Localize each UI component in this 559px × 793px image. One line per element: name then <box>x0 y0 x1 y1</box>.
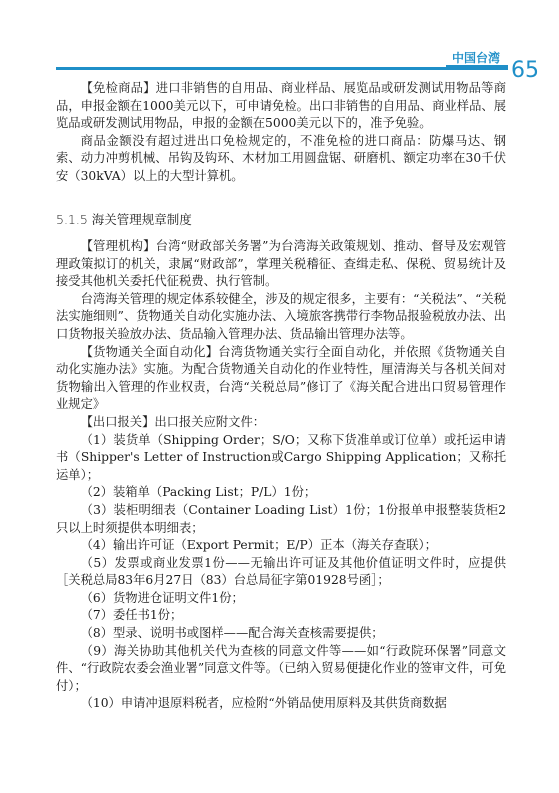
header-rule-accent <box>446 65 508 70</box>
running-header-label: 中国台湾 <box>452 51 501 65</box>
list-item: （10）申请冲退原料税者，应检附“外销品使用原料及其供货商数据 <box>80 696 447 711</box>
list-item: （4）输出许可证（Export Permit；E/P）正本（海关存查联）； <box>80 538 437 553</box>
paragraph: 【出口报关】出口报关应附文件： <box>80 414 266 429</box>
list-item: （8）型录、说明书或图样——配合海关查核需要提供； <box>80 626 384 641</box>
page-number: 65 <box>511 58 539 83</box>
paragraph: 商品金额没有超过进出口免检规定的，不准免检的进口商品：防爆马达、钢索、动力冲剪机械、吊钩及钩环、木材加工用圆盘锯、研磨机、额定功率在30千伏安（30kVA）以上的大型计算机。 <box>56 133 506 183</box>
list-item: （1）装货单（Shipping Order；S/O；又称下货准单或订位单）或托运申请书（Shipper's Letter of Instruction或Cargo Shipping Application；又称托运单）； <box>56 432 506 482</box>
section-heading: 5.1.5 海关管理规章制度 <box>56 212 192 227</box>
list-item: （7）委任书1份； <box>80 608 183 623</box>
list-item: （5）发票或商业发票1份——无输出许可证及其他价值证明文件时，应提供［关税总局83年6月27日（83）台总局征字第01928号函］； <box>56 555 506 588</box>
paragraph: 【免检商品】进口非销售的自用品、商业样品、展览品或研发测试用物品等商品，申报金额在1000美元以下，可申请免检。出口非销售的自用品、商业样品、展览品或研发测试用物品，申报的金额在5000美元以下的，准予免验。 <box>56 81 506 131</box>
header-rule <box>56 67 506 70</box>
body-block-exemptions <box>56 80 506 186</box>
paragraph: 【管理机构】台湾“财政部关务署”为台湾海关政策规划、推动、督导及宏观管理政策拟订的机关，隶属“财政部”，掌理关税稽征、查缉走私、保税、贸易统计及接受其他机关委托代征税费、执行管制。 <box>56 239 506 289</box>
list-item: （9）海关协助其他机关代为查核的同意文件等——如“行政院环保署”同意文件、“行政院农委会渔业署”同意文件等。（已纳入贸易便捷化作业的签审文件，可免付）； <box>56 643 506 693</box>
list-item: （3）装柜明细表（Container Loading List）1份；1份报单申报整装货柜2只以上时须提供本明细表； <box>56 502 506 535</box>
body-block-customs-rules <box>56 238 506 713</box>
paragraph: 【货物通关全面自动化】台湾货物通关实行全面自动化，并依照《货物通关自动化实施办法》实施。为配合货物通关自动化的作业特性，厘清海关与各机关间对货物输出入管理的作业权责，台湾“关税总局”修订了《海关配合进出口贸易管理作业规定》 <box>56 344 506 412</box>
paragraph: 台湾海关管理的规定体系较健全，涉及的规定很多，主要有：“关税法”、“关税法实施细则”、货物通关自动化实施办法、入境旅客携带行李物品报验税放办法、出口货物报关验放办法、货品输入管理办法、货品输出管理办法等。 <box>56 291 506 341</box>
list-item: （6）货物进仓证明文件1份； <box>80 590 244 605</box>
list-item: （2）装箱单（Packing List；P/L）1份； <box>80 485 317 500</box>
